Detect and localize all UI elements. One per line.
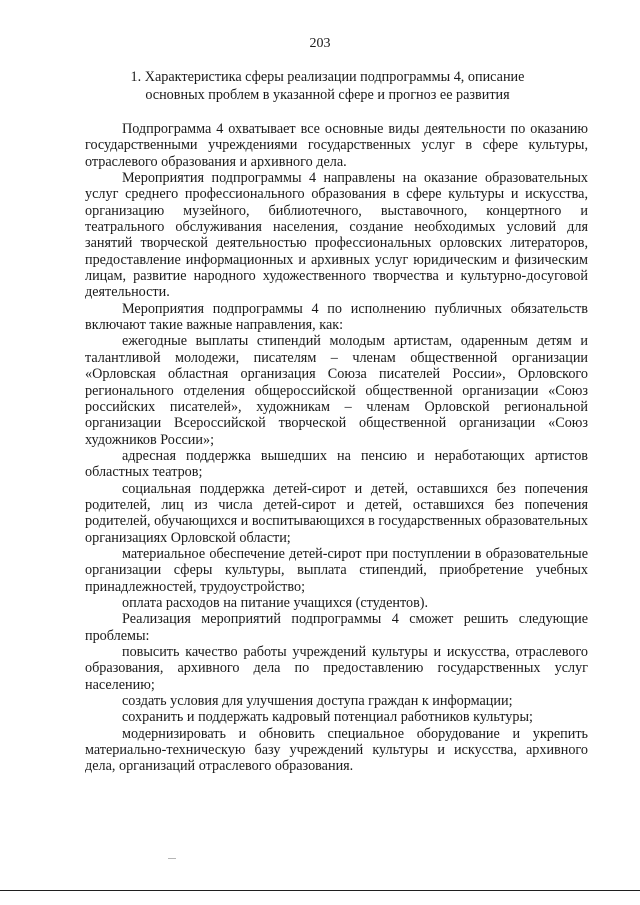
body-text [85,121,588,775]
list-item: создать условия для улучшения доступа граждан к информации; [122,693,513,710]
page-number: 203 [309,36,331,51]
section-heading [110,69,545,104]
list-item: оплата расходов на питание учащихся (студентов). [122,594,429,611]
list-item: ежегодные выплаты стипендий молодым артистам, одаренным детям и талантливой молодежи, писателям – членам общественной организации «Орловская областная организация Союза писателей России», Орловского регионального отделения общероссийской общественной организации «Союз российских писателей», художникам – членам Орловской региональной организации Всероссийской творческой общественной организации «Союз художников России»; [85,333,588,448]
list-item: социальная поддержка детей-сирот и детей, оставшихся без попечения родителей, лиц из числа детей-сирот и детей, оставшихся без попечения родителей, обучающихся и воспитывающихся в государственных образовательных организациях Орловской области; [85,480,588,546]
list-item: сохранить и поддержать кадровый потенциал работников культуры; [122,709,533,726]
section-heading-line: 1. Характеристика сферы реализации подпрограммы 4, описание [130,69,525,85]
paragraph: Мероприятия подпрограммы 4 по исполнению публичных обязательств включают такие важные направления, как: [85,300,588,334]
page-bottom-rule [0,890,640,891]
list-item: адресная поддержка вышедших на пенсию и неработающих артистов областных театров; [85,447,588,481]
section-heading-line: основных проблем в указанной сфере и прогноз ее развития [145,86,510,103]
list-item: материальное обеспечение детей-сирот при поступлении в образовательные организации сферы культуры, выплата стипендий, приобретение учебных принадлежностей, трудоустройство; [85,545,588,595]
paragraph: Подпрограмма 4 охватывает все основные виды деятельности по оказанию государственными учреждениями государственных услуг в сфере культуры, отраслевого образования и архивного дела. [85,121,588,170]
list-item: повысить качество работы учреждений культуры и искусства, отраслевого образования, архивного дела по предоставлению государственных услуг населению; [85,644,588,693]
paragraph: Мероприятия подпрограммы 4 направлены на оказание образовательных услуг среднего профессионального образования в сфере культуры и искусства, организацию музейного, библиотечного, выставочного, концертного и театрального обслуживания населения, создание необходимых условий для занятий творческой деятельностью профессиональных орловских литераторов, предоставление информационных и архивных услуг юридическим и физическим лицам, развитие народного художественного творчества и культурно-досуговой деятельности. [85,170,588,301]
scan-mark [168,858,176,859]
list-item: модернизировать и обновить специальное оборудование и укрепить материально-техническую базу учреждений культуры и искусства, архивного дела, организаций отраслевого образования. [85,725,588,775]
paragraph: Реализация мероприятий подпрограммы 4 сможет решить следующие проблемы: [85,611,588,644]
